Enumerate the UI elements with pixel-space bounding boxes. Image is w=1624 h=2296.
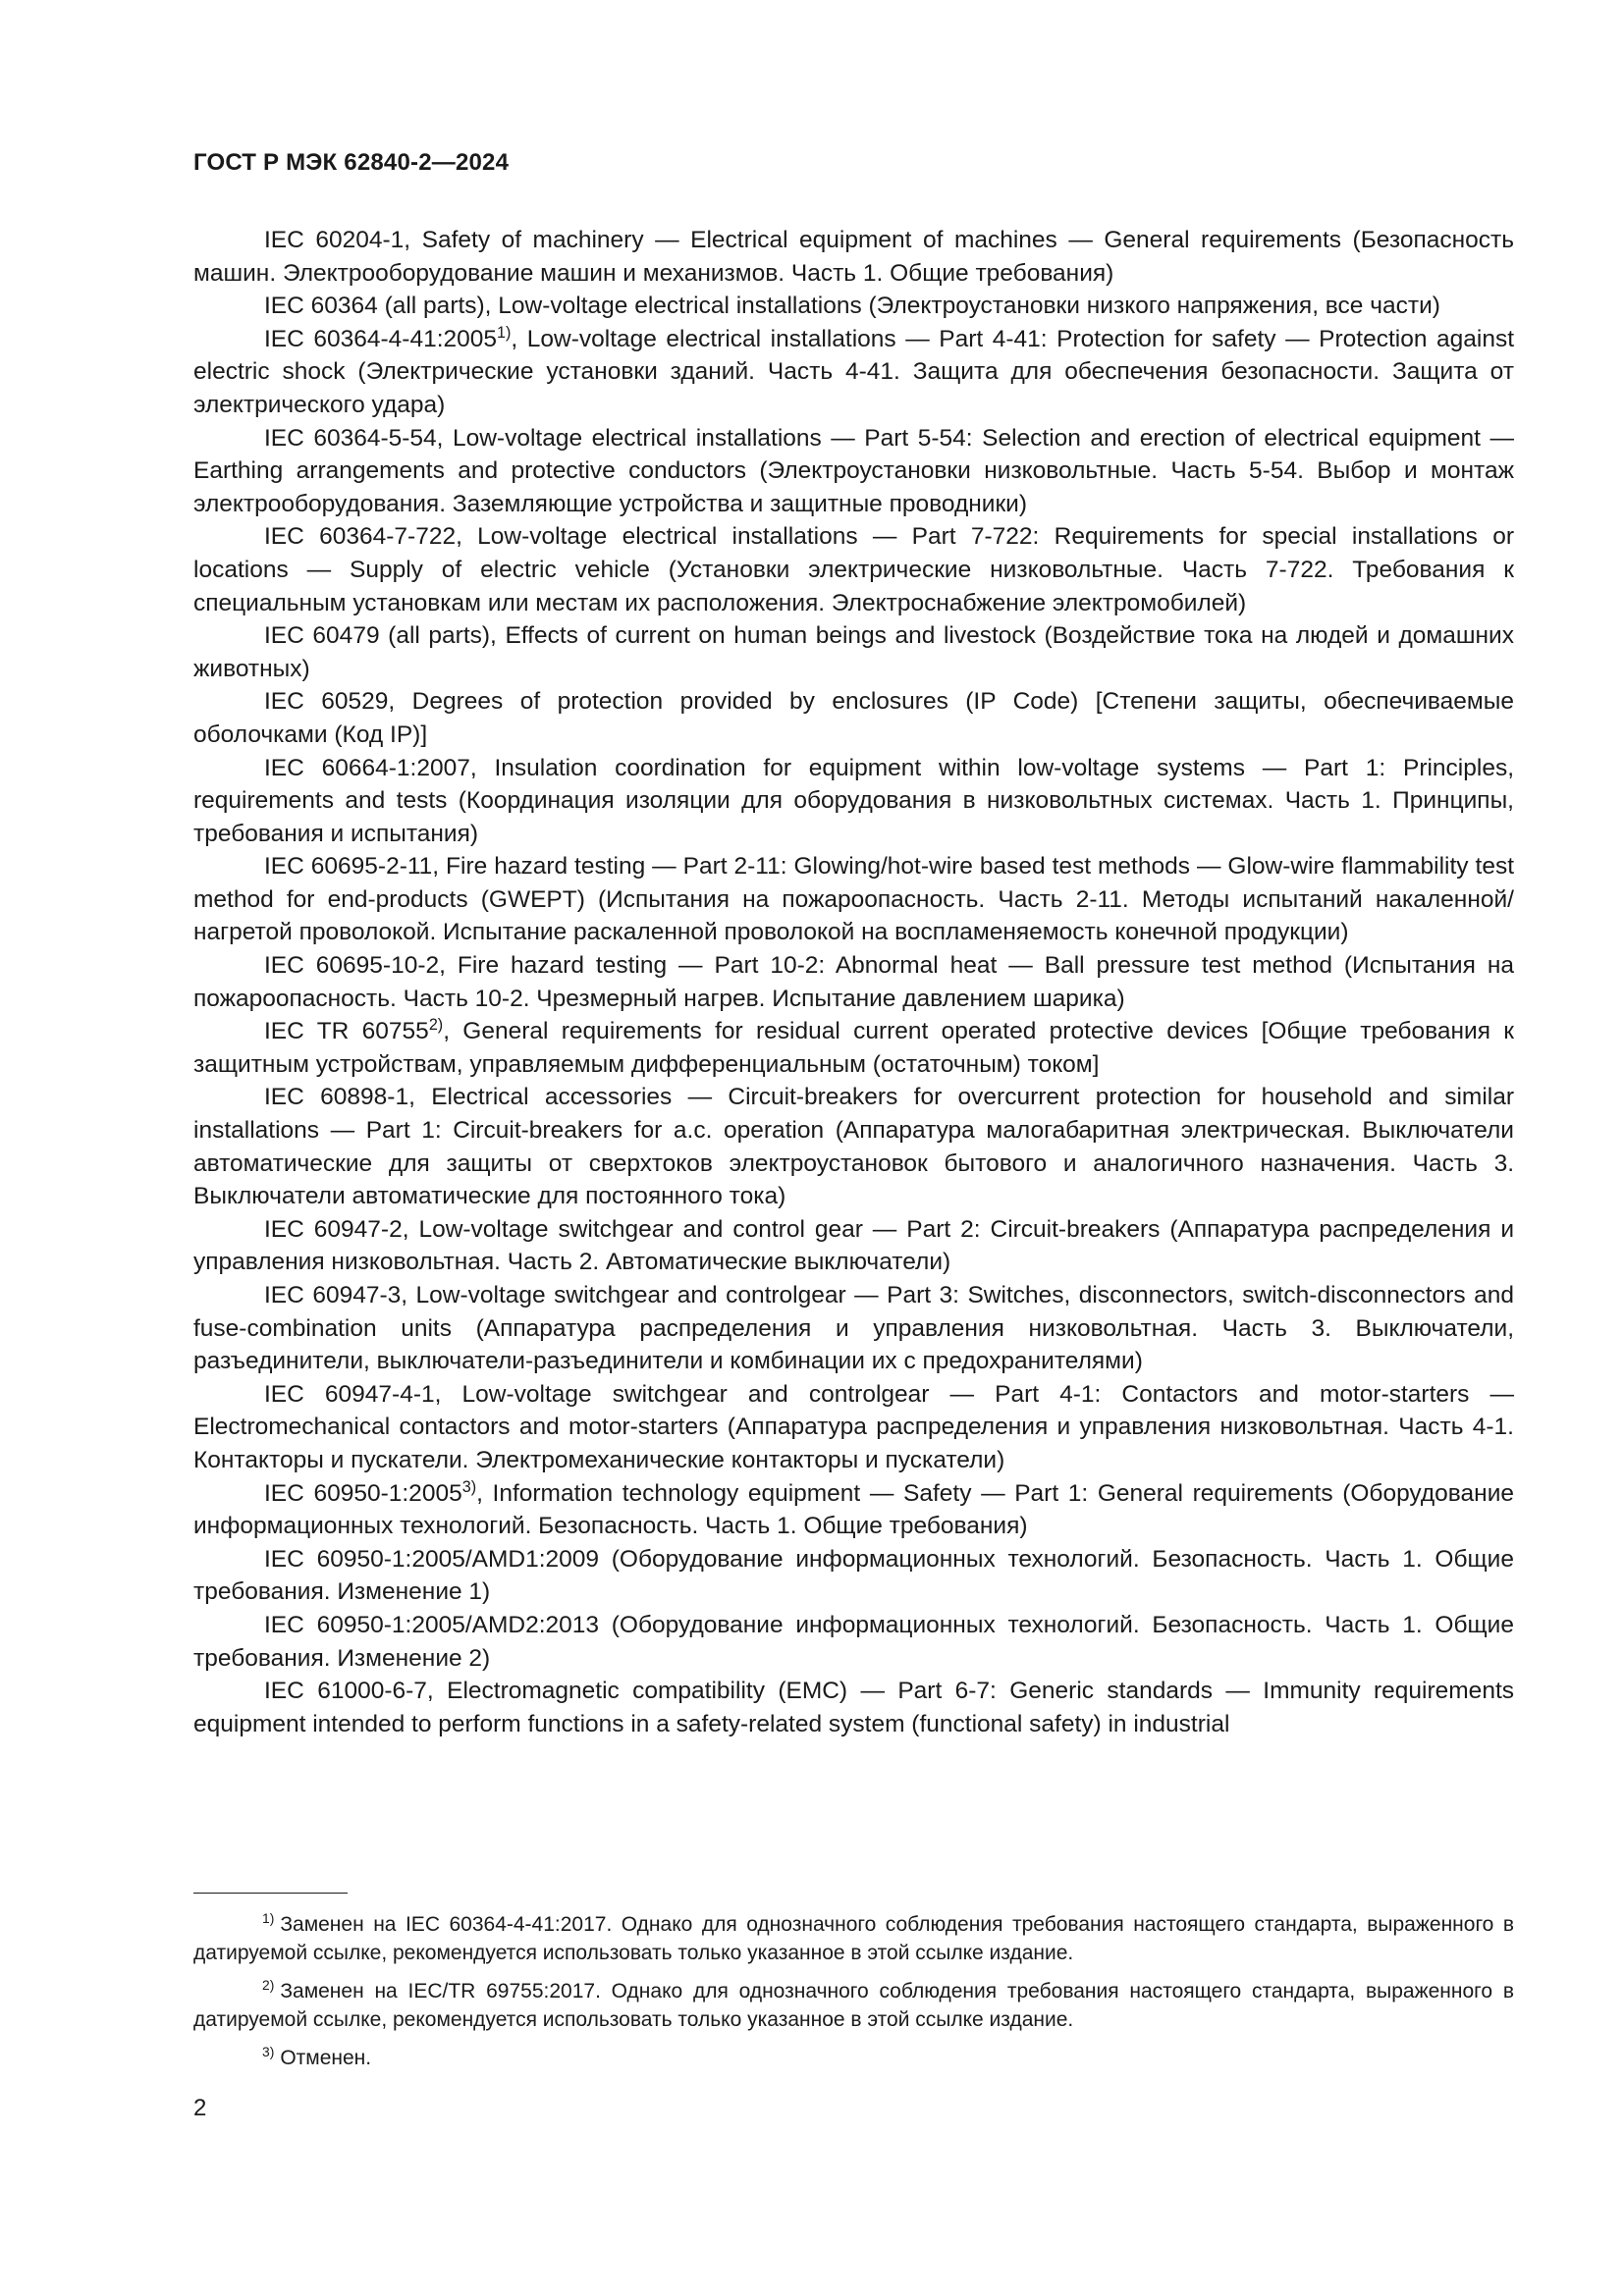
reference-text: IEC 60950-1:2005/AMD1:2009 (Оборудование информационных технологий. Безопасность. Часть 1. Общие требования. Изменение 1) <box>193 1545 1514 1606</box>
normative-references <box>193 224 1514 1740</box>
reference-text: IEC 60664-1:2007, Insulation coordination for equipment within low-voltage systems — Part 1: Principles, requirements and tests (Координация изоляции для оборудования в низковольтных системах. Часть 1. Принципы, требования и испытания) <box>193 754 1514 847</box>
reference-item <box>193 850 1514 949</box>
reference-id: IEC 60364-4-41:2005 <box>264 325 498 352</box>
footnote-marker: 3) <box>461 1477 477 1496</box>
footnote-text: Заменен на IEC/TR 69755:2017. Однако для однозначного соблюдения требования настоящего стандарта, выраженного в датируемой ссылке, рекомендуется использовать только указанное в этой ссылке издание. <box>193 1980 1514 2031</box>
reference-text: IEC 60529, Degrees of protection provided by enclosures (IP Code) [Степени защиты, обеспечиваемые оболочками (Код IP)] <box>193 688 1514 748</box>
reference-item <box>193 224 1514 290</box>
reference-text: IEC 60364-7-722, Low-voltage electrical installations — Part 7-722: Requirements for special installations or locations — Supply of electric vehicle (Установки электрические низковольтные. Часть 7-722. Требования к специальным установкам или местам их расположения. Электроснабжение электромобилей) <box>193 523 1514 616</box>
reference-text: IEC 60950-1:2005/AMD2:2013 (Оборудование информационных технологий. Безопасность. Часть 1. Общие требования. Изменение 2) <box>193 1611 1514 1672</box>
reference-item <box>193 1477 1514 1543</box>
reference-text: IEC 60947-3, Low-voltage switchgear and controlgear — Part 3: Switches, disconnectors, switch-disconnectors and fuse-combination units (Аппаратура распределения и управления низковольтная. Часть 3. Выключатели, разъединители, выключатели-разъединители и комбинации их с предохранителями) <box>193 1282 1514 1375</box>
reference-text: , General requirements for residual current operated protective devices [Общие требования к защитным устройствам, управляемым дифференциальным (остаточным) током] <box>193 1018 1514 1078</box>
reference-item <box>193 422 1514 521</box>
reference-text: IEC 60479 (all parts), Effects of current on human beings and livestock (Воздействие тока на людей и домашних животных) <box>193 622 1514 682</box>
reference-text: IEC 61000-6-7, Electromagnetic compatibility (EMC) — Part 6-7: Generic standards — Immunity requirements equipment intended to perform functions in a safety-related system (functional safety) in industrial <box>193 1678 1514 1737</box>
reference-id: IEC 60950-1:2005 <box>264 1479 462 1507</box>
reference-item <box>193 1213 1514 1279</box>
reference-item <box>193 949 1514 1015</box>
footnote-separator <box>193 1893 348 1894</box>
footnote-marker: 1) <box>262 1910 275 1927</box>
reference-text: IEC 60695-2-11, Fire hazard testing — Part 2-11: Glowing/hot-wire based test methods — Glow-wire flammability test method for end-products (GWEPT) (Испытания на пожароопасность. Часть 2-11. Методы испытаний накаленной/нагретой проволокой. Испытание раскаленной проволокой на воспламеняемость конечной продукции) <box>193 853 1514 946</box>
document-header: ГОСТ Р МЭК 62840-2—2024 <box>193 149 510 176</box>
footnote-text: Заменен на IEC 60364-4-41:2017. Однако для однозначного соблюдения требования настоящего стандарта, выраженного в датируемой ссылке, рекомендуется использовать только указанное в этой ссылке издание. <box>193 1913 1514 1964</box>
reference-item <box>193 1015 1514 1081</box>
page-number: 2 <box>193 2095 207 2121</box>
footnote-marker: 1) <box>497 323 512 342</box>
reference-item <box>193 619 1514 685</box>
reference-item <box>193 323 1514 422</box>
reference-item <box>193 520 1514 619</box>
footnote-marker: 2) <box>428 1016 444 1035</box>
reference-text: IEC 60204-1, Safety of machinery — Electrical equipment of machines — General requirements (Безопасность машин. Электрооборудование машин и механизмов. Часть 1. Общие требования) <box>193 227 1514 287</box>
reference-text: IEC 60364 (all parts), Low-voltage electrical installations (Электроустановки низкого напряжения, все части) <box>264 293 1440 320</box>
footnote-marker: 2) <box>262 1977 275 1994</box>
reference-text: , Low-voltage electrical installations — Part 4-41: Protection for safety — Protection against electric shock (Электрические установки зданий. Часть 4-41. Защита для обеспечения безопасности. Защита от электрического удара) <box>193 325 1515 418</box>
reference-id: IEC TR 60755 <box>264 1018 429 1045</box>
reference-text: IEC 60364-5-54, Low-voltage electrical installations — Part 5-54: Selection and erection of electrical equipment — Earthing arrangements and protective conductors (Электроустановки низковольтные. Часть 5-54. Выбор и монтаж электрооборудования. Заземляющие устройства и защитные проводники) <box>193 424 1514 517</box>
reference-text: IEC 60947-4-1, Low-voltage switchgear and controlgear — Part 4-1: Contactors and motor-starters — Electromechanical contactors and motor-starters (Аппаратура распределения и управления низковольтная. Часть 4-1. Контакторы и пускатели. Электромеханические контакторы и пускатели) <box>193 1380 1514 1473</box>
footnote-text: Отменен. <box>280 2047 372 2069</box>
reference-text: IEC 60695-10-2, Fire hazard testing — Part 10-2: Abnormal heat — Ball pressure test method (Испытания на пожароопасность. Часть 10-2. Чрезмерный нагрев. Испытание давлением шарика) <box>193 952 1514 1012</box>
reference-item <box>193 1675 1514 1740</box>
reference-text: IEC 60898-1, Electrical accessories — Circuit-breakers for overcurrent protection for household and similar installations — Part 1: Circuit-breakers for a.c. operation (Аппаратура малогабаритная электрическая. Выключатели автоматические для защиты от сверхтоков электроустановок бытового и аналогичного назначения. Часть 3. Выключатели автоматические для постоянного тока) <box>193 1084 1514 1210</box>
footnote-item <box>193 1910 1514 1967</box>
footnotes <box>193 1910 1514 2082</box>
reference-item <box>193 752 1514 851</box>
reference-item <box>193 1543 1514 1609</box>
reference-item <box>193 290 1514 323</box>
footnote-item <box>193 1977 1514 2034</box>
reference-text: IEC 60947-2, Low-voltage switchgear and control gear — Part 2: Circuit-breakers (Аппаратура распределения и управления низковольтная. Часть 2. Автоматические выключатели) <box>193 1215 1514 1276</box>
footnote-item <box>193 2044 1514 2072</box>
reference-item <box>193 1609 1514 1675</box>
footnote-marker: 3) <box>262 2044 275 2060</box>
reference-item <box>193 685 1514 751</box>
reference-item <box>193 1081 1514 1212</box>
reference-item <box>193 1378 1514 1477</box>
reference-item <box>193 1279 1514 1378</box>
reference-text: , Information technology equipment — Safety — Part 1: General requirements (Оборудование информационных технологий. Безопасность. Часть 1. Общие требования) <box>193 1479 1515 1540</box>
